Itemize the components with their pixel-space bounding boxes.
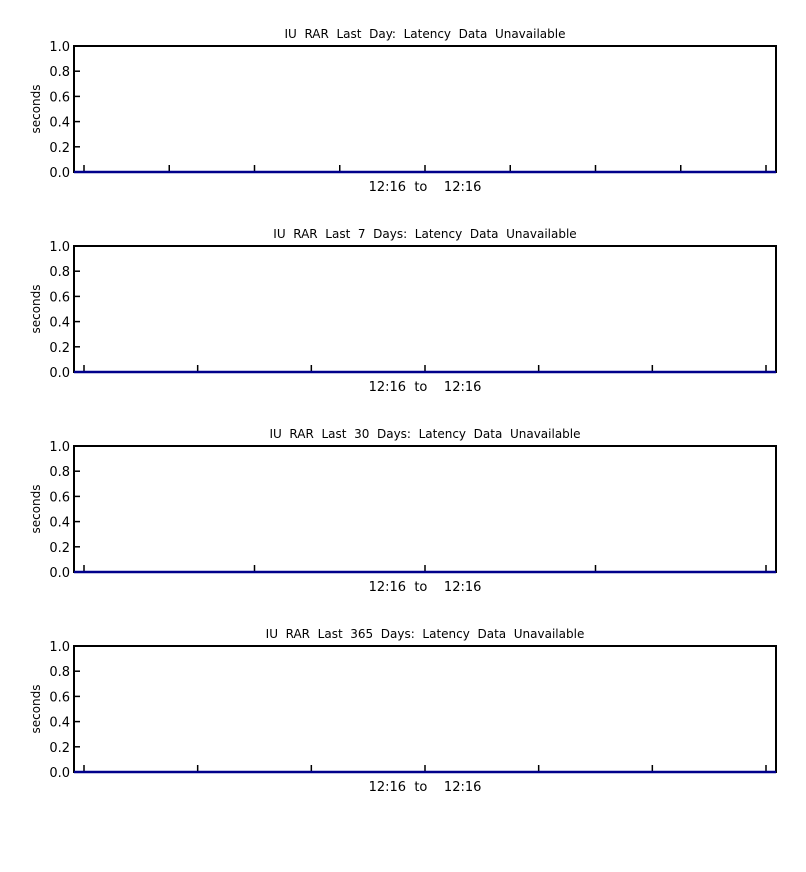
y-tick-label: 0.6 (49, 290, 70, 306)
y-axis-label: seconds (29, 84, 43, 134)
x-axis-label: 12:16 to 12:16 (368, 780, 482, 795)
y-tick-label: 0.0 (49, 566, 70, 581)
x-axis-label: 12:16 to 12:16 (368, 580, 482, 595)
y-tick-label: 0.0 (49, 366, 70, 381)
y-tick-label: 0.8 (49, 665, 70, 681)
chart-title: IU RAR Last 30 Days: Latency Data Unavailable (269, 427, 581, 441)
plot-frame (74, 246, 776, 372)
y-tick-label: 0.0 (49, 166, 70, 181)
plot-frame (74, 46, 776, 172)
y-tick-label: 0.4 (49, 715, 70, 731)
y-tick-label: 0.6 (49, 490, 70, 506)
y-axis-label: seconds (29, 284, 43, 334)
y-tick-label: 0.4 (49, 115, 70, 131)
y-tick-label: 1.0 (49, 240, 70, 255)
plot-frame (74, 446, 776, 572)
y-tick-label: 0.8 (49, 65, 70, 81)
chart-title: IU RAR Last 365 Days: Latency Data Unavailable (265, 627, 585, 641)
y-tick-label: 0.6 (49, 90, 70, 106)
y-tick-label: 1.0 (49, 640, 70, 655)
y-tick-label: 1.0 (49, 440, 70, 455)
chart-title: IU RAR Last 7 Days: Latency Data Unavailable (273, 227, 577, 241)
y-tick-label: 0.4 (49, 315, 70, 331)
y-tick-label: 0.8 (49, 465, 70, 481)
y-tick-label: 0.4 (49, 515, 70, 531)
y-tick-label: 0.6 (49, 690, 70, 706)
chart-title: IU RAR Last Day: Latency Data Unavailable (284, 27, 566, 41)
y-tick-label: 0.2 (49, 340, 70, 356)
x-axis-label: 12:16 to 12:16 (368, 380, 482, 395)
y-axis-label: seconds (29, 484, 43, 534)
plot-frame (74, 646, 776, 772)
y-axis-label: seconds (29, 684, 43, 734)
chart-panel-1 (29, 27, 776, 195)
y-tick-label: 0.2 (49, 540, 70, 556)
y-tick-label: 0.8 (49, 265, 70, 281)
y-tick-label: 1.0 (49, 40, 70, 55)
y-tick-label: 0.2 (49, 740, 70, 756)
y-tick-label: 0.2 (49, 140, 70, 156)
chart-panel-4 (29, 627, 776, 795)
y-tick-label: 0.0 (49, 766, 70, 781)
chart-panel-2 (29, 227, 776, 395)
chart-panel-3 (29, 427, 776, 595)
x-axis-label: 12:16 to 12:16 (368, 180, 482, 195)
